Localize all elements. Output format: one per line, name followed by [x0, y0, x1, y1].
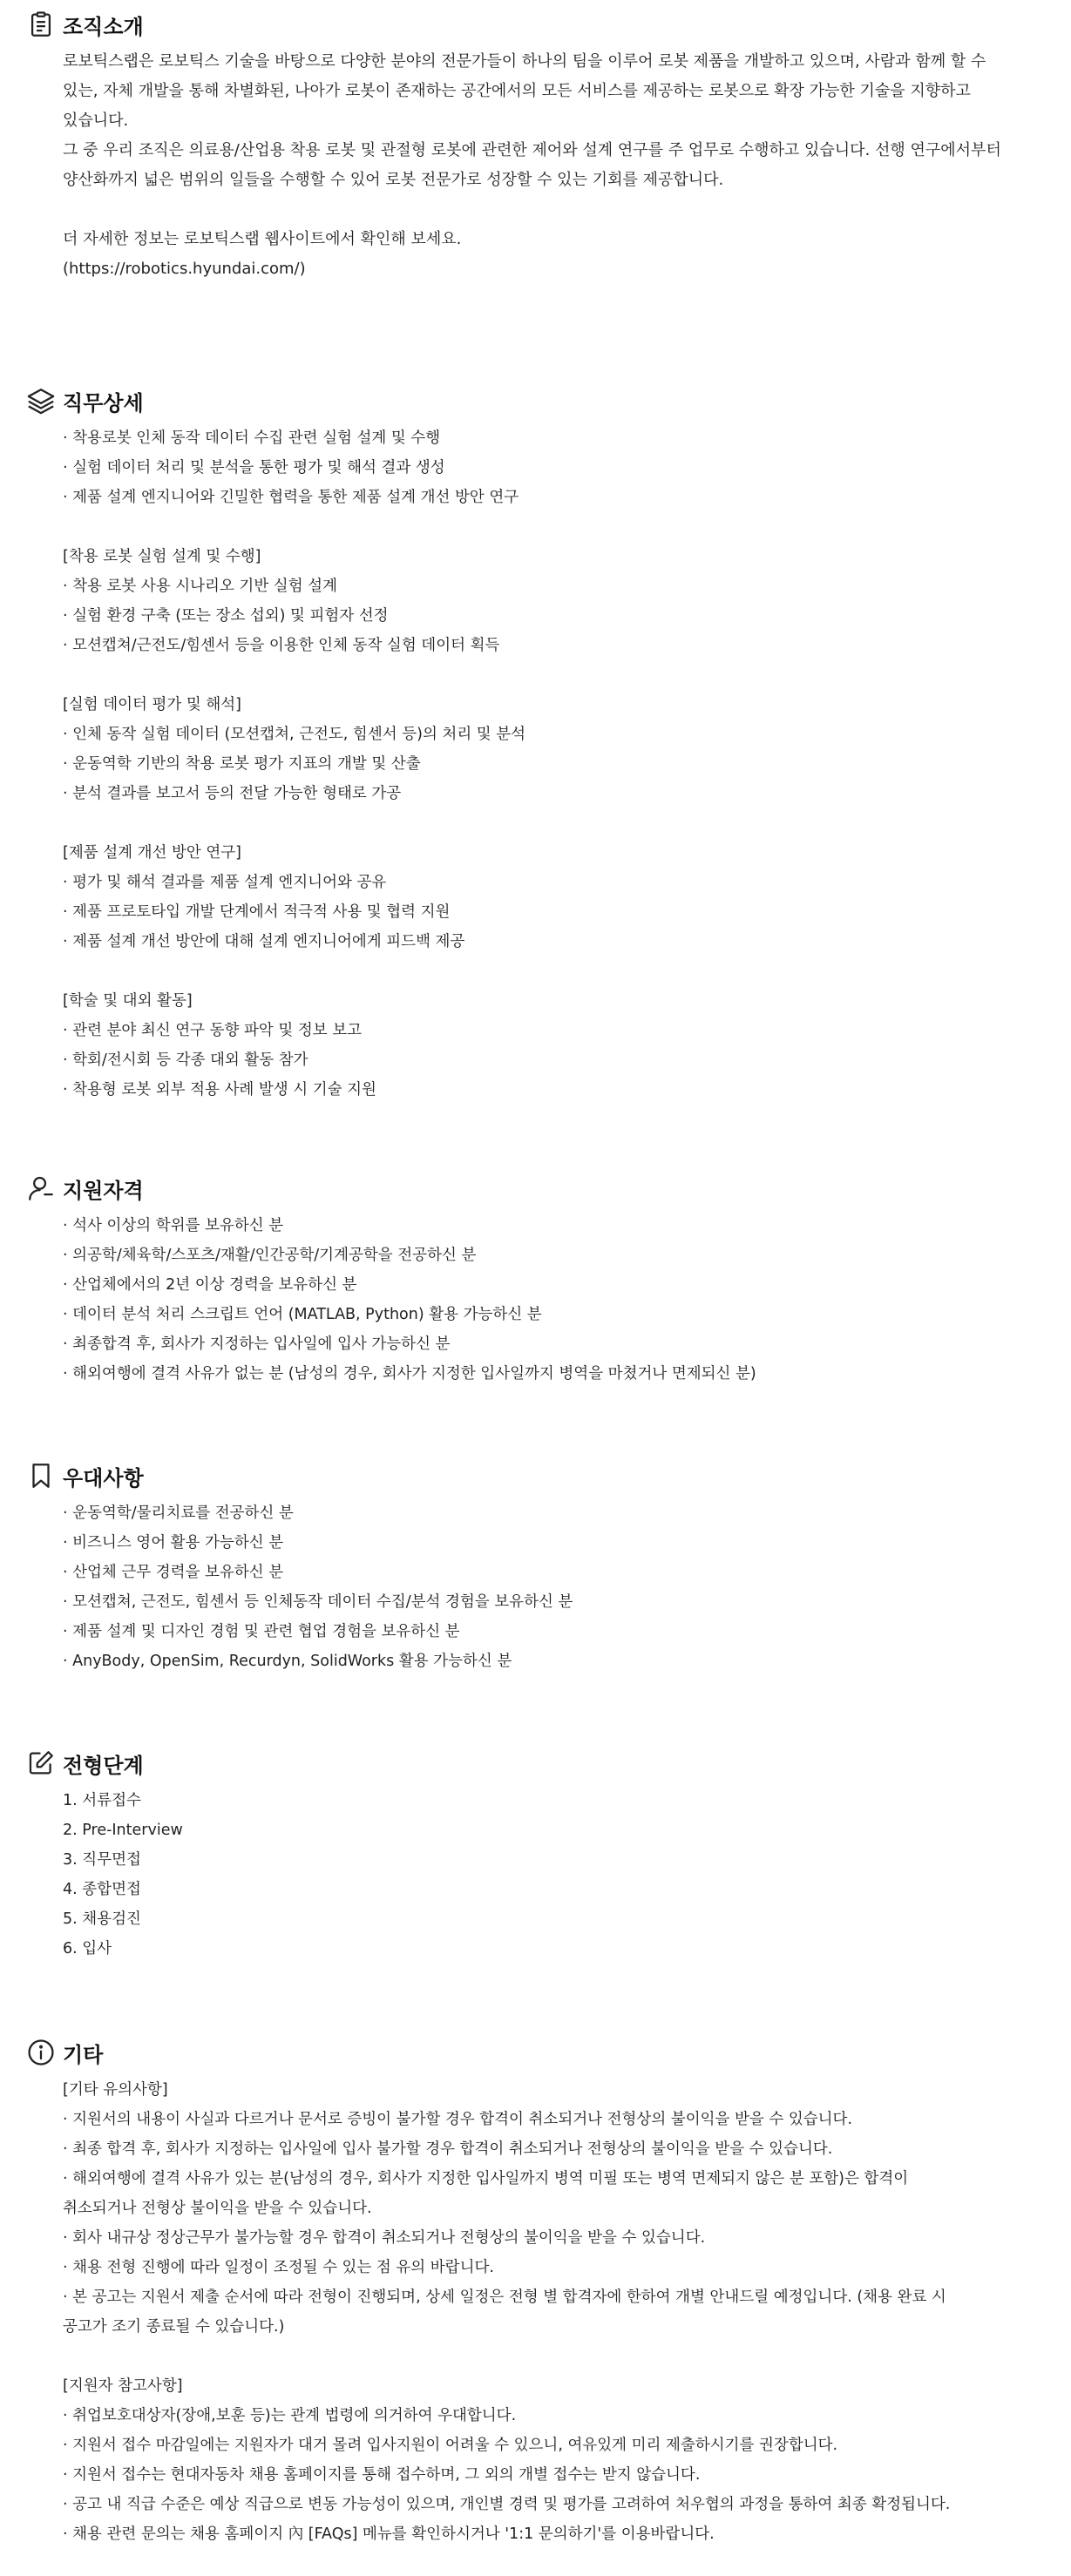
user-icon	[26, 1173, 56, 1203]
layers-icon	[26, 386, 56, 416]
website-link[interactable]: (https://robotics.hyundai.com/)	[63, 260, 306, 278]
subheading: [지원자 참고사항]	[63, 2377, 183, 2395]
clipboard-icon	[26, 10, 56, 39]
list-item: · 해외여행에 결격 사유가 있는 분(남성의 경우, 회사가 지정한 입사일까지 병역 미필 또는 병역 면제되지 않은 분 포함)은 합격이	[63, 2170, 909, 2187]
list-item: · 의공학/체육학/스포츠/재활/인간공학/기계공학을 전공하신 분	[63, 1247, 477, 1264]
process-step: 3. 직무면접	[63, 1851, 141, 1869]
section-body	[63, 1498, 1056, 1676]
process-step: 2. Pre-Interview	[63, 1822, 183, 1839]
section-body	[63, 1211, 1056, 1389]
list-item: · 최종합격 후, 회사가 지정하는 입사일에 입사 가능하신 분	[63, 1335, 451, 1353]
list-item: · 제품 설계 및 디자인 경험 및 관련 협업 경험을 보유하신 분	[63, 1623, 460, 1640]
section-body	[63, 1786, 1056, 1964]
section-title: 전형단계	[63, 1753, 144, 1778]
list-item: · 해외여행에 결격 사유가 없는 분 (남성의 경우, 회사가 지정한 입사일까지 병역을 마쳤거나 면제되신 분)	[63, 1365, 756, 1383]
list-item: · 모션캡쳐, 근전도, 힘센서 등 인체동작 데이터 수집/분석 경험을 보유하신 분	[63, 1593, 573, 1611]
section-title: 직무상세	[63, 390, 144, 416]
list-item: 공고가 조기 종료될 수 있습니다.)	[63, 2318, 285, 2336]
list-item: · 취업보호대상자(장애,보훈 등)는 관계 법령에 의거하여 우대합니다.	[63, 2407, 517, 2424]
list-item: · 관련 분야 최신 연구 동향 파악 및 정보 보고	[63, 1022, 363, 1039]
list-item: · 평가 및 해석 결과를 제품 설계 엔지니어와 공유	[63, 874, 387, 891]
list-item: · 실험 환경 구축 (또는 장소 섭외) 및 피험자 선정	[63, 607, 389, 625]
list-item: · 비즈니스 영어 활용 가능하신 분	[63, 1534, 284, 1552]
list-item: · 채용 관련 문의는 채용 홈페이지 內 [FAQs] 메뉴를 확인하시거나 '1:1 문의하기'를 이용바랍니다.	[63, 2525, 715, 2543]
list-item: · 산업체에서의 2년 이상 경력을 보유하신 분	[63, 1276, 357, 1294]
section-title: 지원자격	[63, 1178, 144, 1203]
bookmark-icon	[26, 1461, 56, 1491]
list-item: · 최종 합격 후, 회사가 지정하는 입사일에 입사 불가할 경우 합격이 취소되거나 전형상의 불이익을 받을 수 있습니다.	[63, 2140, 833, 2158]
list-item: · 지원서 접수는 현대자동차 채용 홈페이지를 통해 접수하며, 그 외의 개별 접수는 받지 않습니다.	[63, 2466, 701, 2484]
process-step: 6. 입사	[63, 1940, 112, 1957]
section-header	[26, 1746, 144, 1781]
section-title: 조직소개	[63, 14, 144, 39]
list-item: · 인체 동작 실험 데이터 (모션캡쳐, 근전도, 힘센서 등)의 처리 및 분석	[63, 726, 526, 743]
section-header	[26, 2035, 103, 2070]
list-item: · 학회/전시회 등 각종 대외 활동 참가	[63, 1051, 308, 1069]
subheading: [실험 데이터 평가 및 해석]	[63, 696, 241, 713]
intro-line: 그 중 우리 조직은 의료용/산업용 착용 로봇 및 관절형 로봇에 관련한 제어와 설계 연구를 주 업무로 수행하고 있습니다. 선행 연구에서부터	[63, 141, 1001, 159]
subheading: [제품 설계 개선 방안 연구]	[63, 844, 241, 862]
list-item: · AnyBody, OpenSim, Recurdyn, SolidWorks 활용 가능하신 분	[63, 1653, 512, 1670]
list-item: · 착용로봇 인체 동작 데이터 수집 관련 실험 설계 및 수행	[63, 429, 441, 447]
list-item: · 석사 이상의 학위를 보유하신 분	[63, 1217, 284, 1234]
section-body	[63, 423, 1056, 1105]
list-item: · 착용 로봇 사용 시나리오 기반 실험 설계	[63, 578, 337, 595]
list-item: · 운동역학/물리치료를 전공하신 분	[63, 1504, 294, 1522]
section-header	[26, 1458, 144, 1493]
list-item: · 모션캡쳐/근전도/힘센서 등을 이용한 인체 동작 실험 데이터 획득	[63, 637, 500, 654]
process-step: 5. 채용검진	[63, 1910, 141, 1928]
section-title: 우대사항	[63, 1465, 144, 1491]
list-item: · 회사 내규상 정상근무가 불가능할 경우 합격이 취소되거나 전형상의 불이익을 받을 수 있습니다.	[63, 2229, 706, 2247]
list-item: · 제품 설계 엔지니어와 긴밀한 협력을 통한 제품 설계 개선 방안 연구	[63, 489, 519, 506]
list-item: · 분석 결과를 보고서 등의 전달 가능한 형태로 가공	[63, 785, 402, 802]
section-header	[26, 1171, 144, 1206]
process-step: 1. 서류접수	[63, 1792, 141, 1809]
intro-line: 로보틱스랩은 로보틱스 기술을 바탕으로 다양한 분야의 전문가들이 하나의 팀을 이루어 로봇 제품을 개발하고 있으며, 사람과 함께 할 수	[63, 52, 986, 71]
list-item: · 실험 데이터 처리 및 분석을 통한 평가 및 해석 결과 생성	[63, 459, 445, 477]
list-item: · 제품 프로토타입 개발 단계에서 적극적 사용 및 협력 지원	[63, 903, 451, 921]
list-item: · 채용 전형 진행에 따라 일정이 조정될 수 있는 점 유의 바랍니다.	[63, 2259, 494, 2276]
intro-line: 있는, 자체 개발을 통해 차별화된, 나아가 로봇이 존재하는 공간에서의 모든 서비스를 제공하는 로봇으로 확장 가능한 기술을 지향하고	[63, 82, 971, 100]
list-item: · 운동역학 기반의 착용 로봇 평가 지표의 개발 및 산출	[63, 755, 421, 773]
list-item: · 데이터 분석 처리 스크립트 언어 (MATLAB, Python) 활용 가능하신 분	[63, 1306, 542, 1323]
process-step: 4. 종합면접	[63, 1881, 141, 1898]
subheading: [착용 로봇 실험 설계 및 수행]	[63, 548, 261, 565]
list-item: · 착용형 로봇 외부 적용 사례 발생 시 기술 지원	[63, 1081, 376, 1099]
intro-line: 더 자세한 정보는 로보틱스랩 웹사이트에서 확인해 보세요.	[63, 230, 462, 248]
subheading: [학술 및 대외 활동]	[63, 992, 193, 1010]
list-item: · 지원서 접수 마감일에는 지원자가 대거 몰려 입사지원이 어려울 수 있으니, 여유있게 미리 제출하시기를 권장합니다.	[63, 2437, 838, 2454]
list-item: · 지원서의 내용이 사실과 다르거나 문서로 증빙이 불가할 경우 합격이 취소되거나 전형상의 불이익을 받을 수 있습니다.	[63, 2111, 853, 2128]
edit-icon	[26, 1748, 56, 1778]
intro-line: 있습니다.	[63, 112, 129, 130]
intro-line: 양산화까지 넓은 범위의 일들을 수행할 수 있어 로봇 전문가로 성장할 수 있는 기회를 제공합니다.	[63, 171, 724, 189]
section-header	[26, 7, 144, 42]
section-title: 기타	[63, 2042, 104, 2067]
list-item: 취소되거나 전형상 불이익을 받을 수 있습니다.	[63, 2200, 372, 2217]
subheading: [기타 유의사항]	[63, 2081, 168, 2099]
list-item: · 본 공고는 지원서 제출 순서에 따라 전형이 진행되며, 상세 일정은 전형 별 합격자에 한하여 개별 안내드릴 예정입니다. (채용 완료 시	[63, 2289, 946, 2306]
list-item: · 제품 설계 개선 방안에 대해 설계 엔지니어에게 피드백 제공	[63, 933, 465, 950]
list-item: · 공고 내 직급 수준은 예상 직급으로 변동 가능성이 있으며, 개인별 경력 및 평가를 고려하여 처우협의 과정을 통하여 최종 확정됩니다.	[63, 2496, 951, 2513]
info-icon	[26, 2038, 56, 2067]
section-body	[63, 2075, 1056, 2549]
section-header	[26, 383, 144, 418]
section-body	[63, 47, 1056, 284]
list-item: · 산업체 근무 경력을 보유하신 분	[63, 1564, 284, 1581]
